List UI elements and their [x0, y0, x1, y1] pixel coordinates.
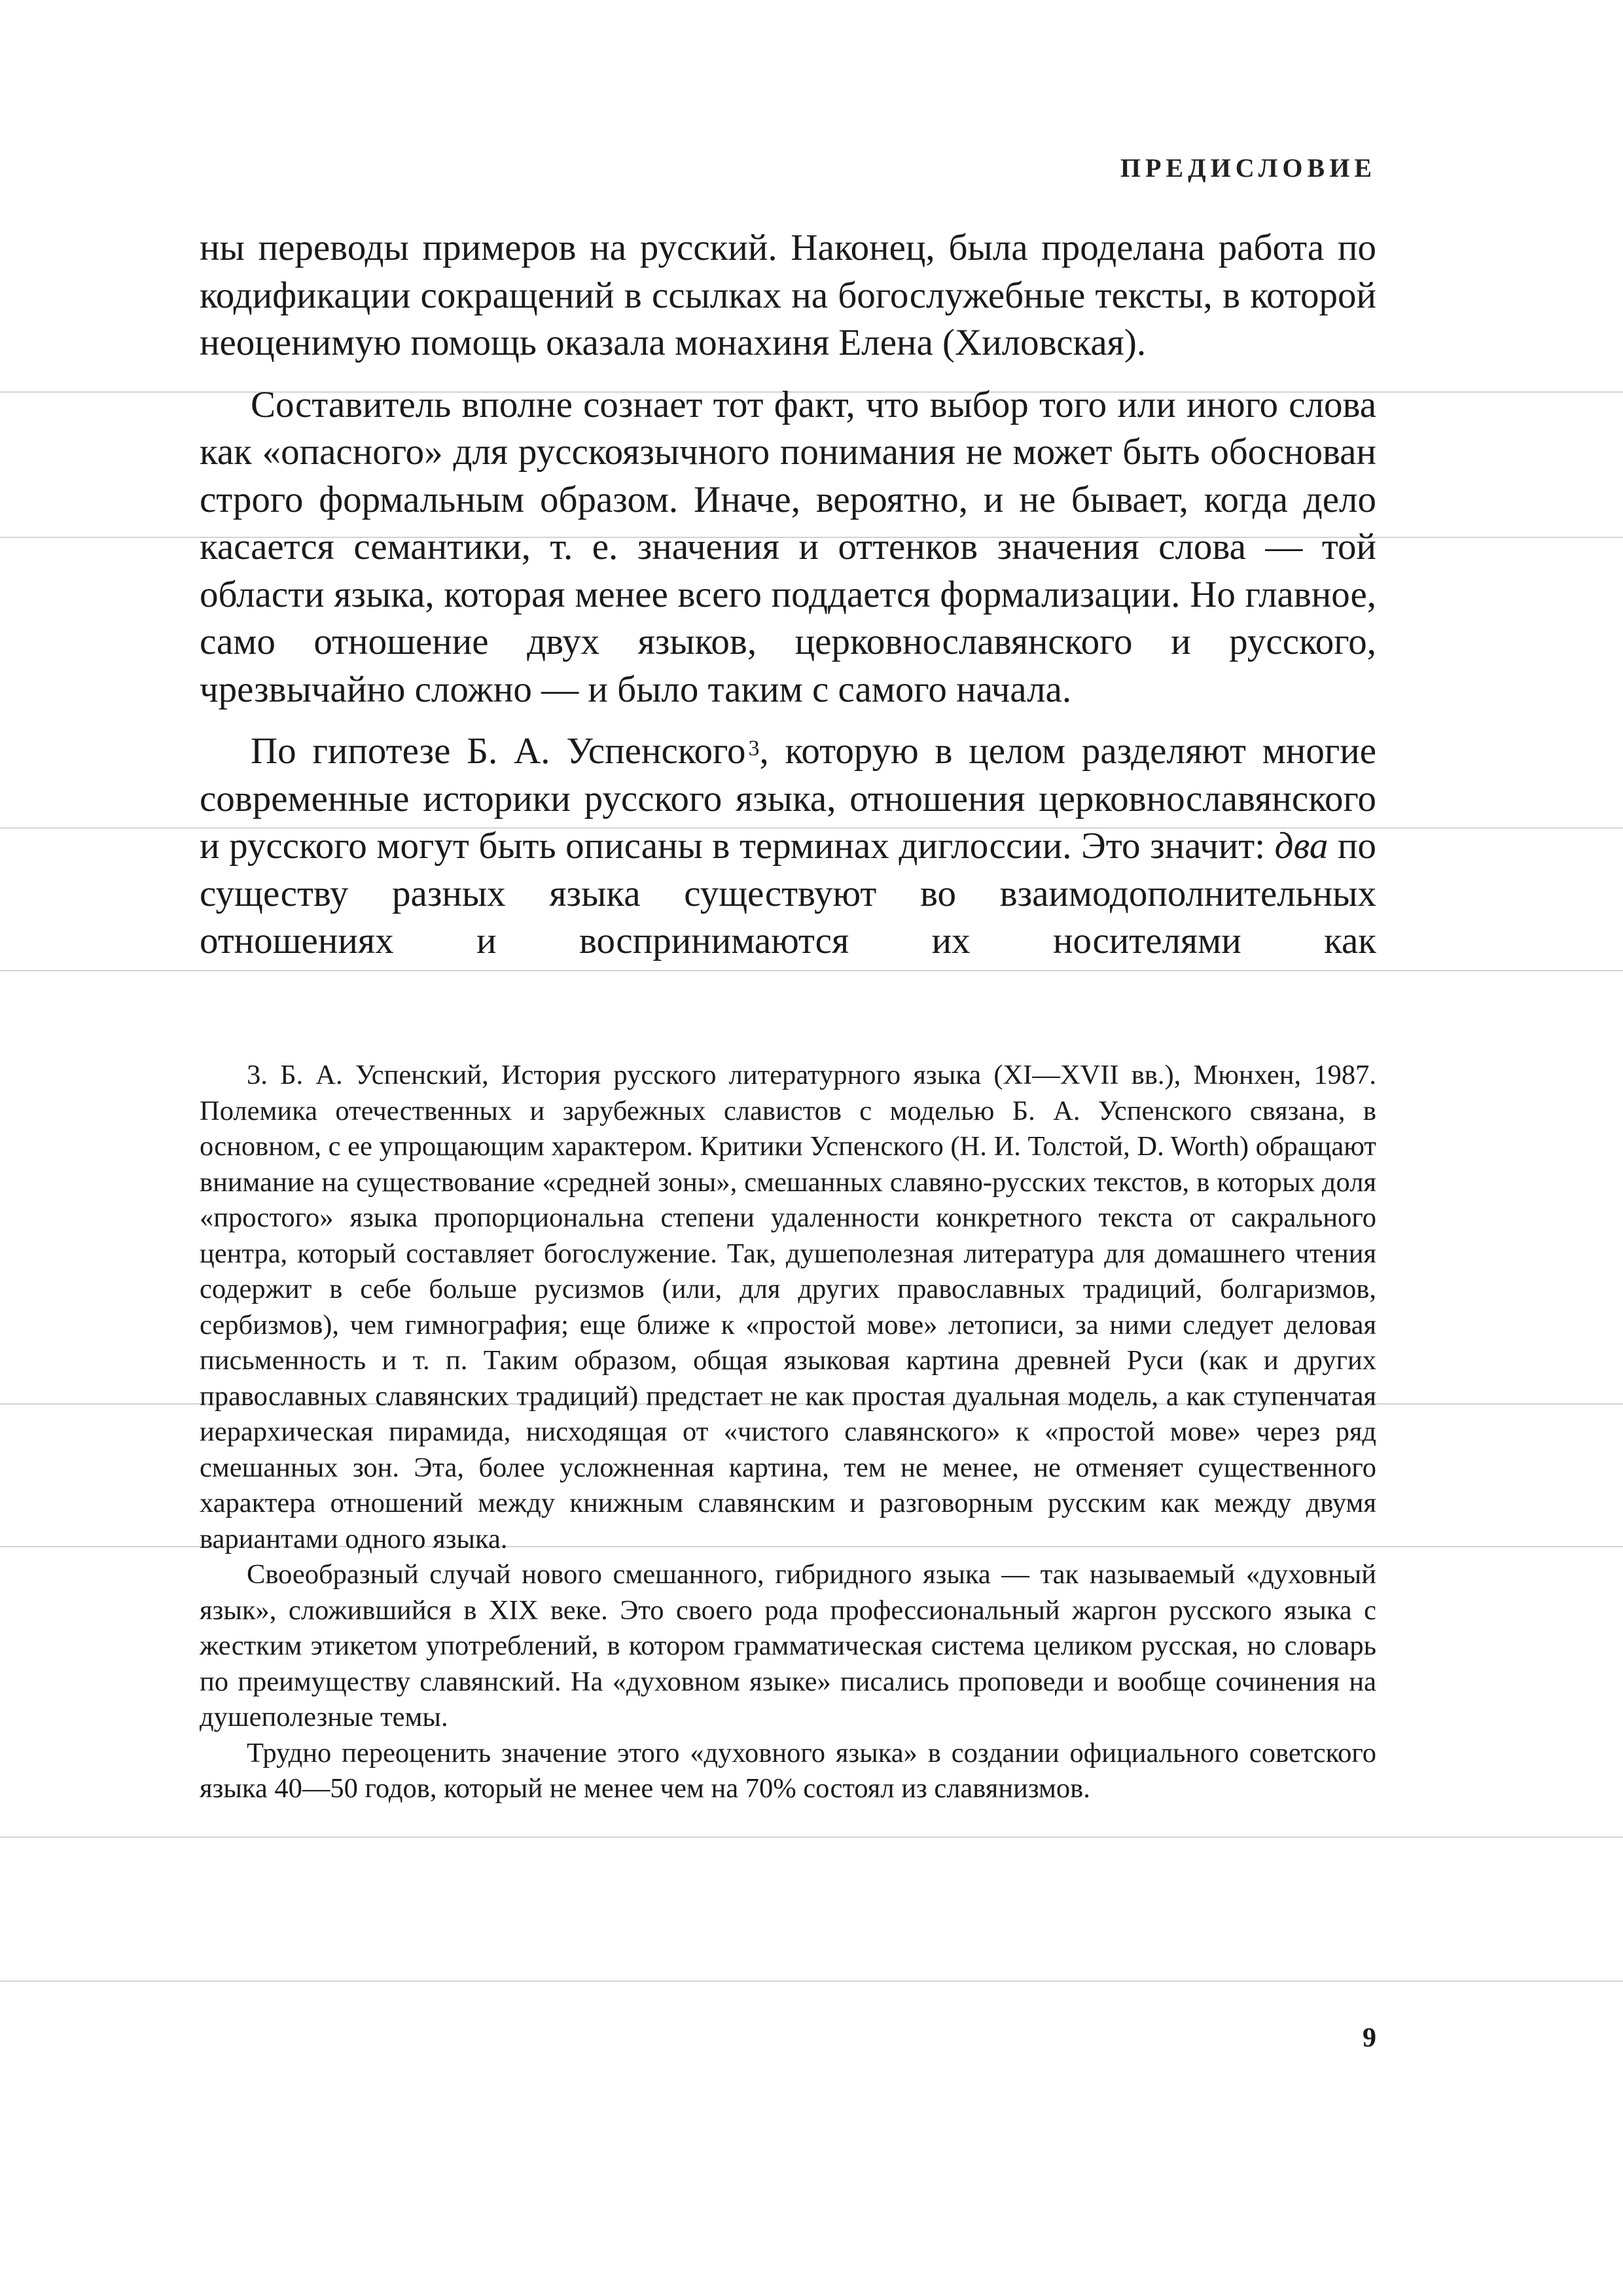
- page-number: 9: [1363, 2023, 1376, 2053]
- footnote-paragraph: Своеобразный случай нового смешанного, гибридного языка — так называемый «духовный язык», сложившийся в XIX веке. Это своего рода профессиональный жаргон русского языка с жестким этикетом употреблений, в котором грамматическая система целиком русская, но словарь по преимуществу славянский. На «духовном языке» писались проповеди и вообще сочинения на душеполезные темы.: [200, 1559, 1376, 1732]
- paragraph-text: , которую в целом разделяют многие современные историки русского языка, отношения церковнославянского и русского могут быть описаны в терминах диглоссии. Это значит:: [200, 730, 1376, 867]
- footnote-paragraph: 3. Б. А. Успенский, История русского литературного языка (XI—XVII вв.), Мюнхен, 1987. Полемика отечественных и зарубежных славистов с моделью Б. А. Успенского связана, в основном, с ее упрощающим характером. Критики Успенского (Н. И. Толстой, D. Worth) обращают внимание на существование «средней зоны», смешанных славяно-русских текстов, в которых доля «простого» языка пропорциональна степени удаленности конкретного текста от сакрального центра, который составляет богослужение. Так, душеполезная литература для домашнего чтения содержит в себе больше русизмов (или, для других православных традиций, болгаризмов, сербизмов), чем гимнография; еще ближе к «простой мове» летописи, за ними следует деловая письменность и т. п. Таким образом, общая языковая картина древней Руси (как и других православных славянских традиций) предстает не как простая дуальная модель, а как ступенчатая иерархическая пирамида, нисходящая от «чистого славянского» к «простой мове» через ряд смешанных зон. Эта, более усложненная картина, тем не менее, не отменяет существенного характера отношений между книжным славянским и разговорным русским как между двумя вариантами одного языка.: [200, 1060, 1376, 1554]
- emphasis-text: два: [1274, 825, 1329, 867]
- paragraph: ны переводы примеров на русский. Наконец, была проделана работа по кодификации сокращений в ссылках на богослужебные тексты, в которой неоценимую помощь оказала монахиня Елена (Хиловская).: [200, 227, 1376, 363]
- scan-line: [0, 1837, 1623, 1838]
- paragraph: [200, 728, 1376, 965]
- footnotes: [200, 1058, 1376, 1807]
- paragraph-text: по существу разных языка существуют во взаимодополнительных отношениях и воспринимаются их носителями как: [200, 825, 1376, 961]
- scan-line: [0, 1981, 1623, 1982]
- scan-line: [0, 970, 1623, 971]
- paragraph: Составитель вполне сознает тот факт, что выбор того или иного слова как «опасного» для русскоязычного понимания не может быть обоснован строго формальным образом. Иначе, вероятно, и не бывает, когда дело касается семантики, т. е. значения и оттенков значения слова — той области языка, которая менее всего поддается формализации. Но главное, само отношение двух языков, церковнославянского и русского, чрезвычайно сложно — и было таким с самого начала.: [200, 384, 1376, 710]
- main-text: [200, 224, 1376, 965]
- footnote-reference[interactable]: 3: [748, 736, 760, 761]
- footnote-paragraph: Трудно переоценить значение этого «духовного языка» в создании официального советского языка 40—50 годов, который не менее чем на 70% состоял из славянизмов.: [200, 1737, 1376, 1804]
- paragraph-text: По гипотезе Б. А. Успенского: [251, 730, 746, 772]
- running-head: ПРЕДИСЛОВИЕ: [1120, 153, 1376, 183]
